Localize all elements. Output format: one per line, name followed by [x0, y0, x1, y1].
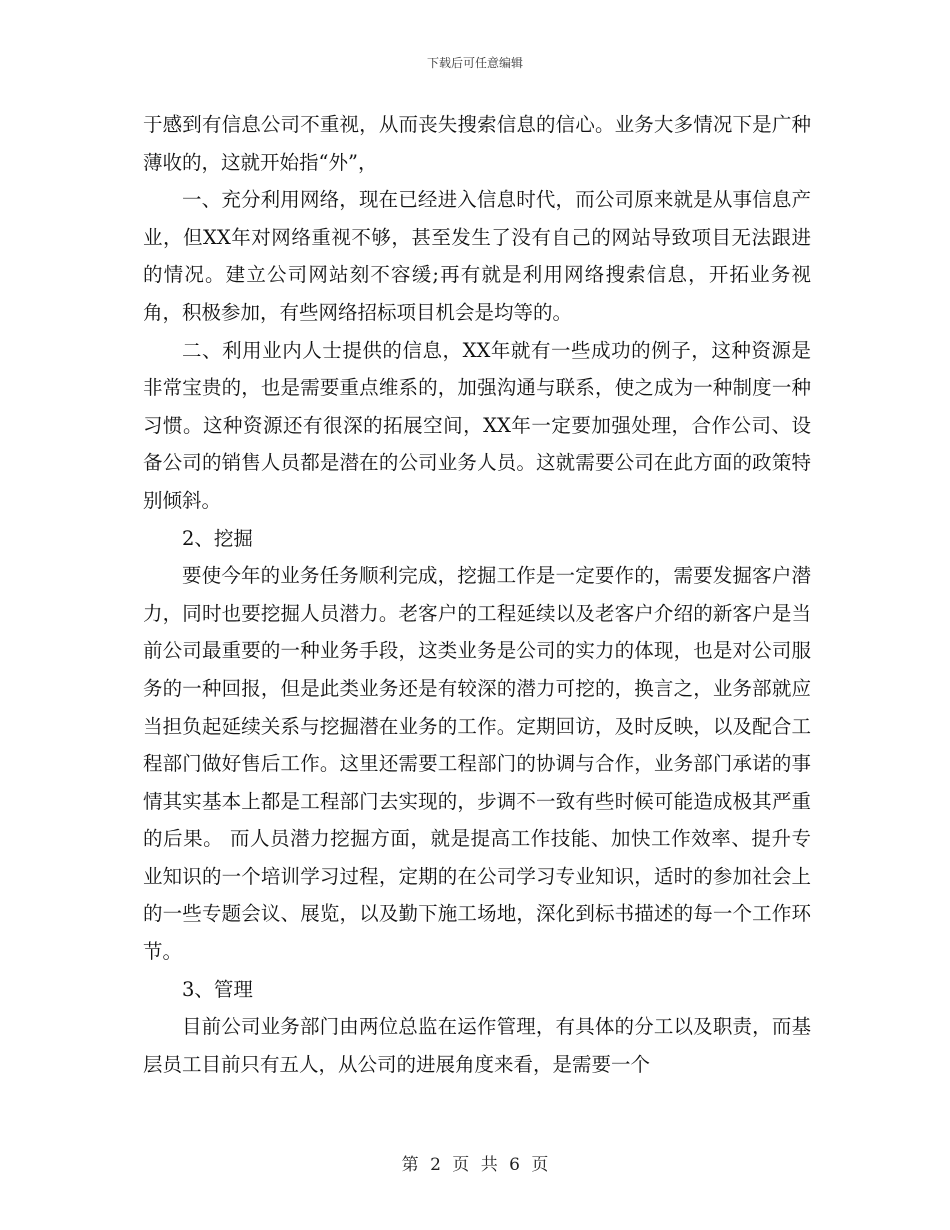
paragraph-continuation: 于感到有信息公司不重视，从而丧失搜索信息的信心。业务大多情况下是广种薄收的，这就开始指“外”， — [143, 113, 811, 174]
footer-suffix: 页 — [531, 1155, 549, 1175]
section-heading-management: 3、管理 — [182, 977, 253, 1001]
paragraph-management: 目前公司业务部门由两位总监在运作管理，有具体的分工以及职责，而基层员工目前只有五人，从公司的进展角度来看，是需要一个 — [143, 1015, 811, 1076]
footer-page-word: 页 — [452, 1155, 470, 1175]
footer-current-page: 2 — [430, 1155, 441, 1175]
document-body — [143, 106, 811, 1083]
paragraph-industry-contacts: 二、利用业内人士提供的信息，XX年就有一些成功的例子，这种资源是非常宝贵的，也是需要重点维系的，加强沟通与联系，使之成为一种制度一种习惯。这种资源还有很深的拓展空间，XX年一定要加强处理，合作公司、设备公司的销售人员都是潜在的公司业务人员。这就需要公司在此方面的政策特别倾斜。 — [143, 338, 811, 512]
page-footer — [0, 1150, 950, 1175]
footer-total-word: 共 — [480, 1155, 498, 1175]
paragraph-network: 一、充分利用网络，现在已经进入信息时代，而公司原来就是从事信息产业，但XX年对网络重视不够，甚至发生了没有自己的网站导致项目无法跟进的情况。建立公司网站刻不容缓;再有就是利用网络搜索信息，开拓业务视角，积极参加，有些网络招标项目机会是均等的。 — [143, 188, 811, 324]
paragraph-mining: 要使今年的业务任务顺利完成，挖掘工作是一定要作的，需要发掘客户潜力，同时也要挖掘人员潜力。老客户的工程延续以及老客户介绍的新客户是当前公司最重要的一种业务手段，这类业务是公司的实力的体现，也是对公司服务的一种回报，但是此类业务还是有较深的潜力可挖的，换言之，业务部就应当担负起延续关系与挖掘潜在业务的工作。定期回访，及时反映，以及配合工程部门做好售后工作。这里还需要工程部门的协调与合作，业务部门承诺的事情其实基本上都是工程部门去实现的，步调不一致有些时候可能造成极其严重的后果。 而人员潜力挖掘方面，就是提高工作技能、加快工作效率、提升专业知识的一个培训学习过程，定期的在公司学习专业知识，适时的参加社会上的一些专题会议、展览，以及勤下施工场地，深化到标书描述的每一个工作环节。 — [143, 564, 811, 964]
footer-prefix: 第 — [401, 1155, 419, 1175]
footer-total-pages: 6 — [509, 1155, 520, 1175]
section-heading-mining: 2、挖掘 — [182, 526, 253, 550]
page-header: 下载后可任意编辑 — [426, 56, 523, 70]
